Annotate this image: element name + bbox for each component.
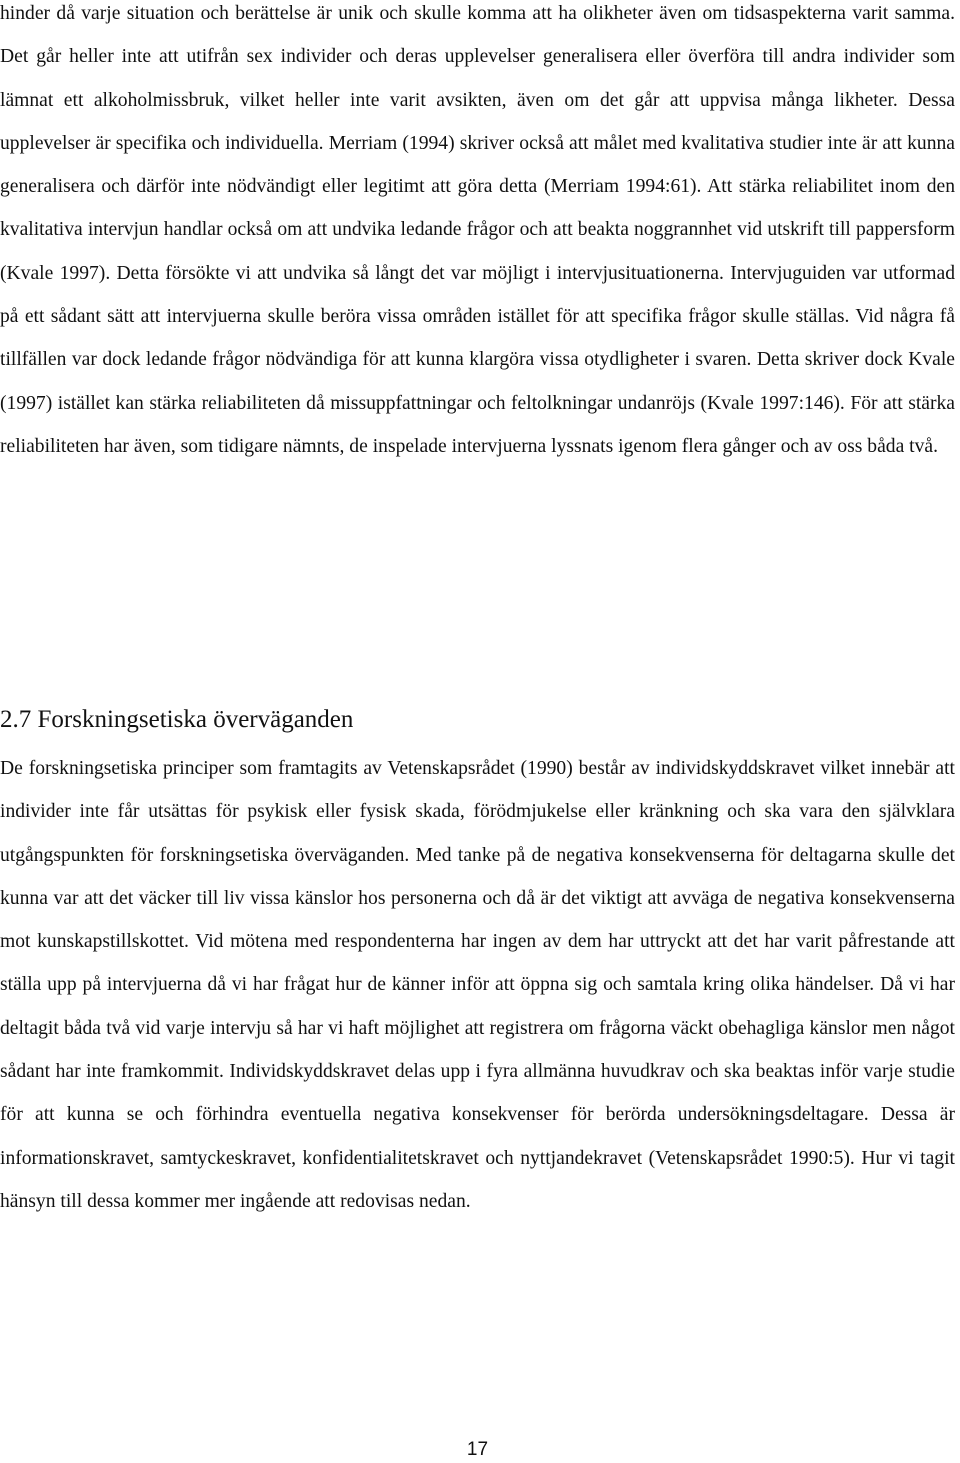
body-paragraph-research-ethics: De forskningsetiska principer som framtagits av Vetenskapsrådet (1990) består av individskyddskravet vilket innebär att individer inte får utsättas för psykisk eller fysisk skada, förödmjukelse eller kränkning och ska vara den självklara utgångspunkten för forskningsetiska överväganden. Med tanke på de negativa konsekvenserna för deltagarna skulle det kunna var att det väcker till liv vissa känslor hos personerna och då är det viktigt att avväga de negativa konsekvenserna mot kunskapstillskottet. Vid mötena med respondenterna har ingen av dem har uttryckt att det har varit påfrestande att ställa upp på intervjuerna då vi har frågat hur de känner inför att öppna sig och samtala kring olika händelser. Då vi har deltagit båda två vid varje intervju så har vi haft möjlighet att registrera om frågorna väckt obehagliga känslor men något sådant har inte framkommit. Individskyddskravet delas upp i fyra allmänna huvudkrav och ska beaktas inför varje studie för att kunna se och förhindra eventuella negativa konsekvenser för berörda undersökningsdeltagare. Dessa är informationskravet, samtyckeskravet, konfidentialitetskravet och nyttjandekravet (Vetenskapsrådet 1990:5). Hur vi tagit hänsyn till dessa kommer mer ingående att redovisas nedan.: [0, 758, 955, 1212]
section-heading: 2.7 Forskningsetiska överväganden: [0, 706, 354, 733]
body-paragraph-reliability: hinder då varje situation och berättelse är unik och skulle komma att ha olikheter även om tidsaspekterna varit samma. Det går heller inte att utifrån sex individer och deras upplevelser generalisera eller överföra till andra individer som lämnat ett alkoholmissbruk, vilket heller inte varit avsikten, även om det går att uppvisa många likheter. Dessa upplevelser är specifika och individuella. Merriam (1994) skriver också att målet med kvalitativa studier inte är att kunna generalisera och därför inte nödvändigt eller legitimt att göra detta (Merriam 1994:61). Att stärka reliabilitet inom den kvalitativa intervjun handlar också om att undvika ledande frågor och att beakta noggrannhet vid utskrift till pappersform (Kvale 1997). Detta försökte vi att undvika så långt det var möjligt i intervjusituationerna. Intervjuguiden var utformad på ett sådant sätt att intervjuerna skulle beröra vissa områden istället för att specifika frågor skulle ställas. Vid några få tillfällen var dock ledande frågor nödvändiga för att kunna klargöra vissa otydligheter i svaren. Detta skriver dock Kvale (1997) istället kan stärka reliabiliteten då missuppfattningar och feltolkningar undanröjs (Kvale 1997:146). För att stärka reliabiliteten har även, som tidigare nämnts, de inspelade intervjuerna lyssnats igenom flera gånger och av oss båda två.: [0, 3, 955, 457]
page-number: 17: [466, 1439, 489, 1460]
